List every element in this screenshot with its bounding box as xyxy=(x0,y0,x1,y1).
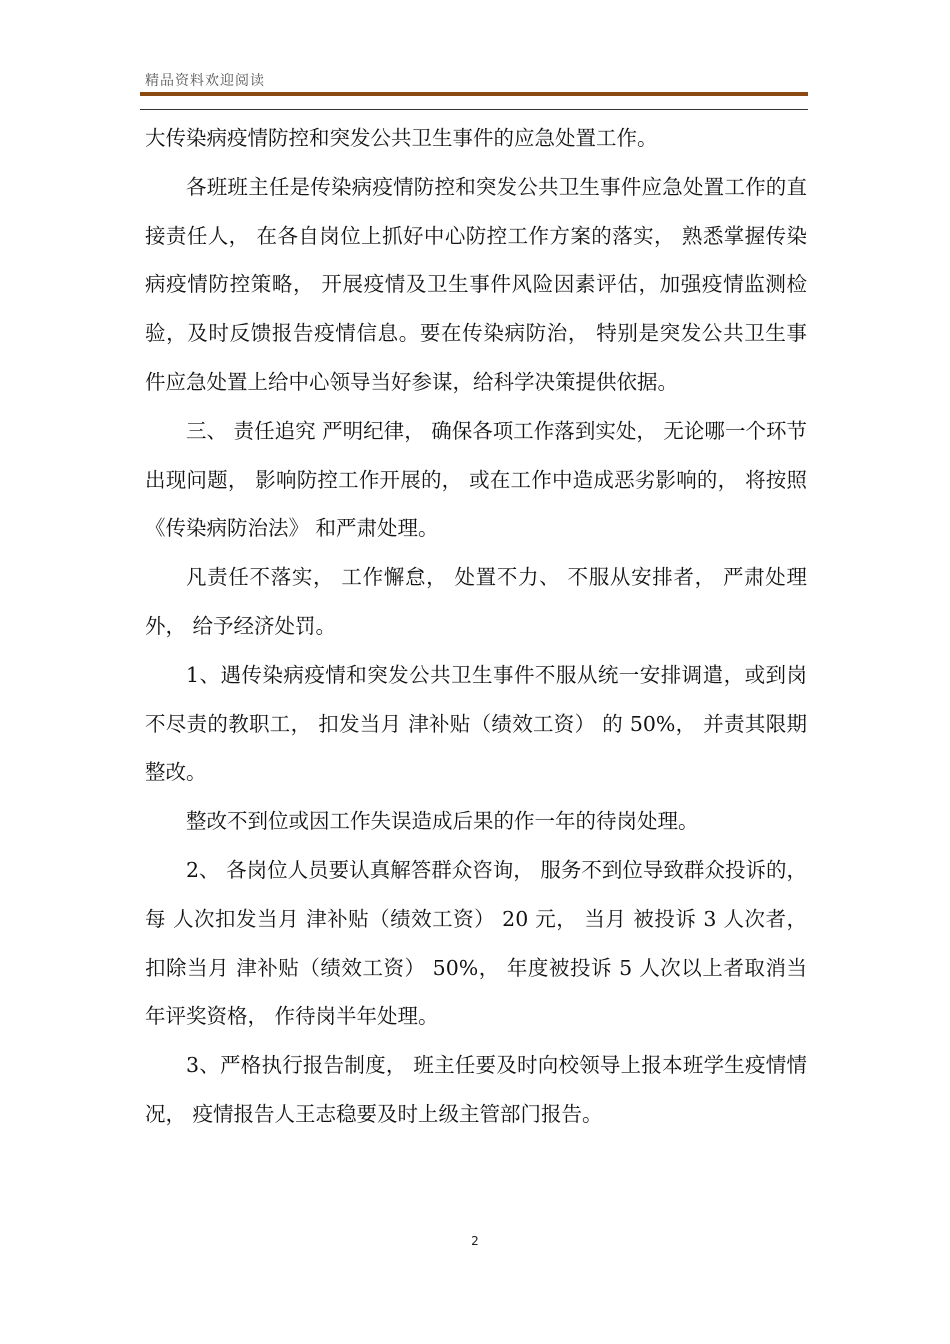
paragraph-penalty-intro: 凡责任不落实， 工作懈怠， 处置不力、 不服从安排者， 严肃处理外， 给予经济处罚。 xyxy=(145,565,807,638)
paragraph-section-three: 三、 责任追究 严明纪律， 确保各项工作落到实处， 无论哪一个环节出现问题， 影响防控工作开展的， 或在工作中造成恶劣影响的， 将按照《传染病防治法》 和严肃处理。 xyxy=(145,418,807,541)
paragraph-item-3: 3、严格执行报告制度， 班主任要及时向校领导上报本班学生疫情情况， 疫情报告人王志稳要及时上级主管部门报告。 xyxy=(145,1053,807,1126)
paragraph-item-1: 1、遇传染病疫情和突发公共卫生事件不服从统一安排调遣，或到岗不尽责的教职工， 扣发当月 津补贴（绩效工资） 的 50%， 并责其限期整改。 xyxy=(145,662,807,785)
header-rule-thin xyxy=(140,109,808,110)
page-number: 2 xyxy=(471,1234,479,1248)
paragraph-item-2: 2、 各岗位人员要认真解答群众咨询， 服务不到位导致群众投诉的， 每 人次扣发当月 津补贴（绩效工资） 20 元， 当月 被投诉 3 人次者， 扣除当月 津补贴（绩效工资） 50%， 年度被投诉 5 人次以上者取消当年评奖资格， 作待岗半年处理。 xyxy=(145,857,807,1029)
page-header-title: 精品资料欢迎阅读 xyxy=(145,73,265,89)
paragraph-class-teacher-duty: 各班班主任是传染病疫情防控和突发公共卫生事件应急处置工作的直接责任人， 在各自岗位上抓好中心防控工作方案的落实， 熟悉掌握传染病疫情防控策略， 开展疫情及卫生事件风险因素评估，加强疫情监测检验，及时反馈报告疫情信息。要在传染病防治， 特别是突发公共卫生事件应急处置上给中心领导当好参谋，给科学决策提供依据。 xyxy=(145,174,807,394)
paragraph-rectification: 整改不到位或因工作失误造成后果的作一年的待岗处理。 xyxy=(186,809,699,834)
document-body xyxy=(145,114,807,1139)
header-rule-thick xyxy=(140,92,808,96)
paragraph-continuation: 大传染病疫情防控和突发公共卫生事件的应急处置工作。 xyxy=(145,126,658,150)
